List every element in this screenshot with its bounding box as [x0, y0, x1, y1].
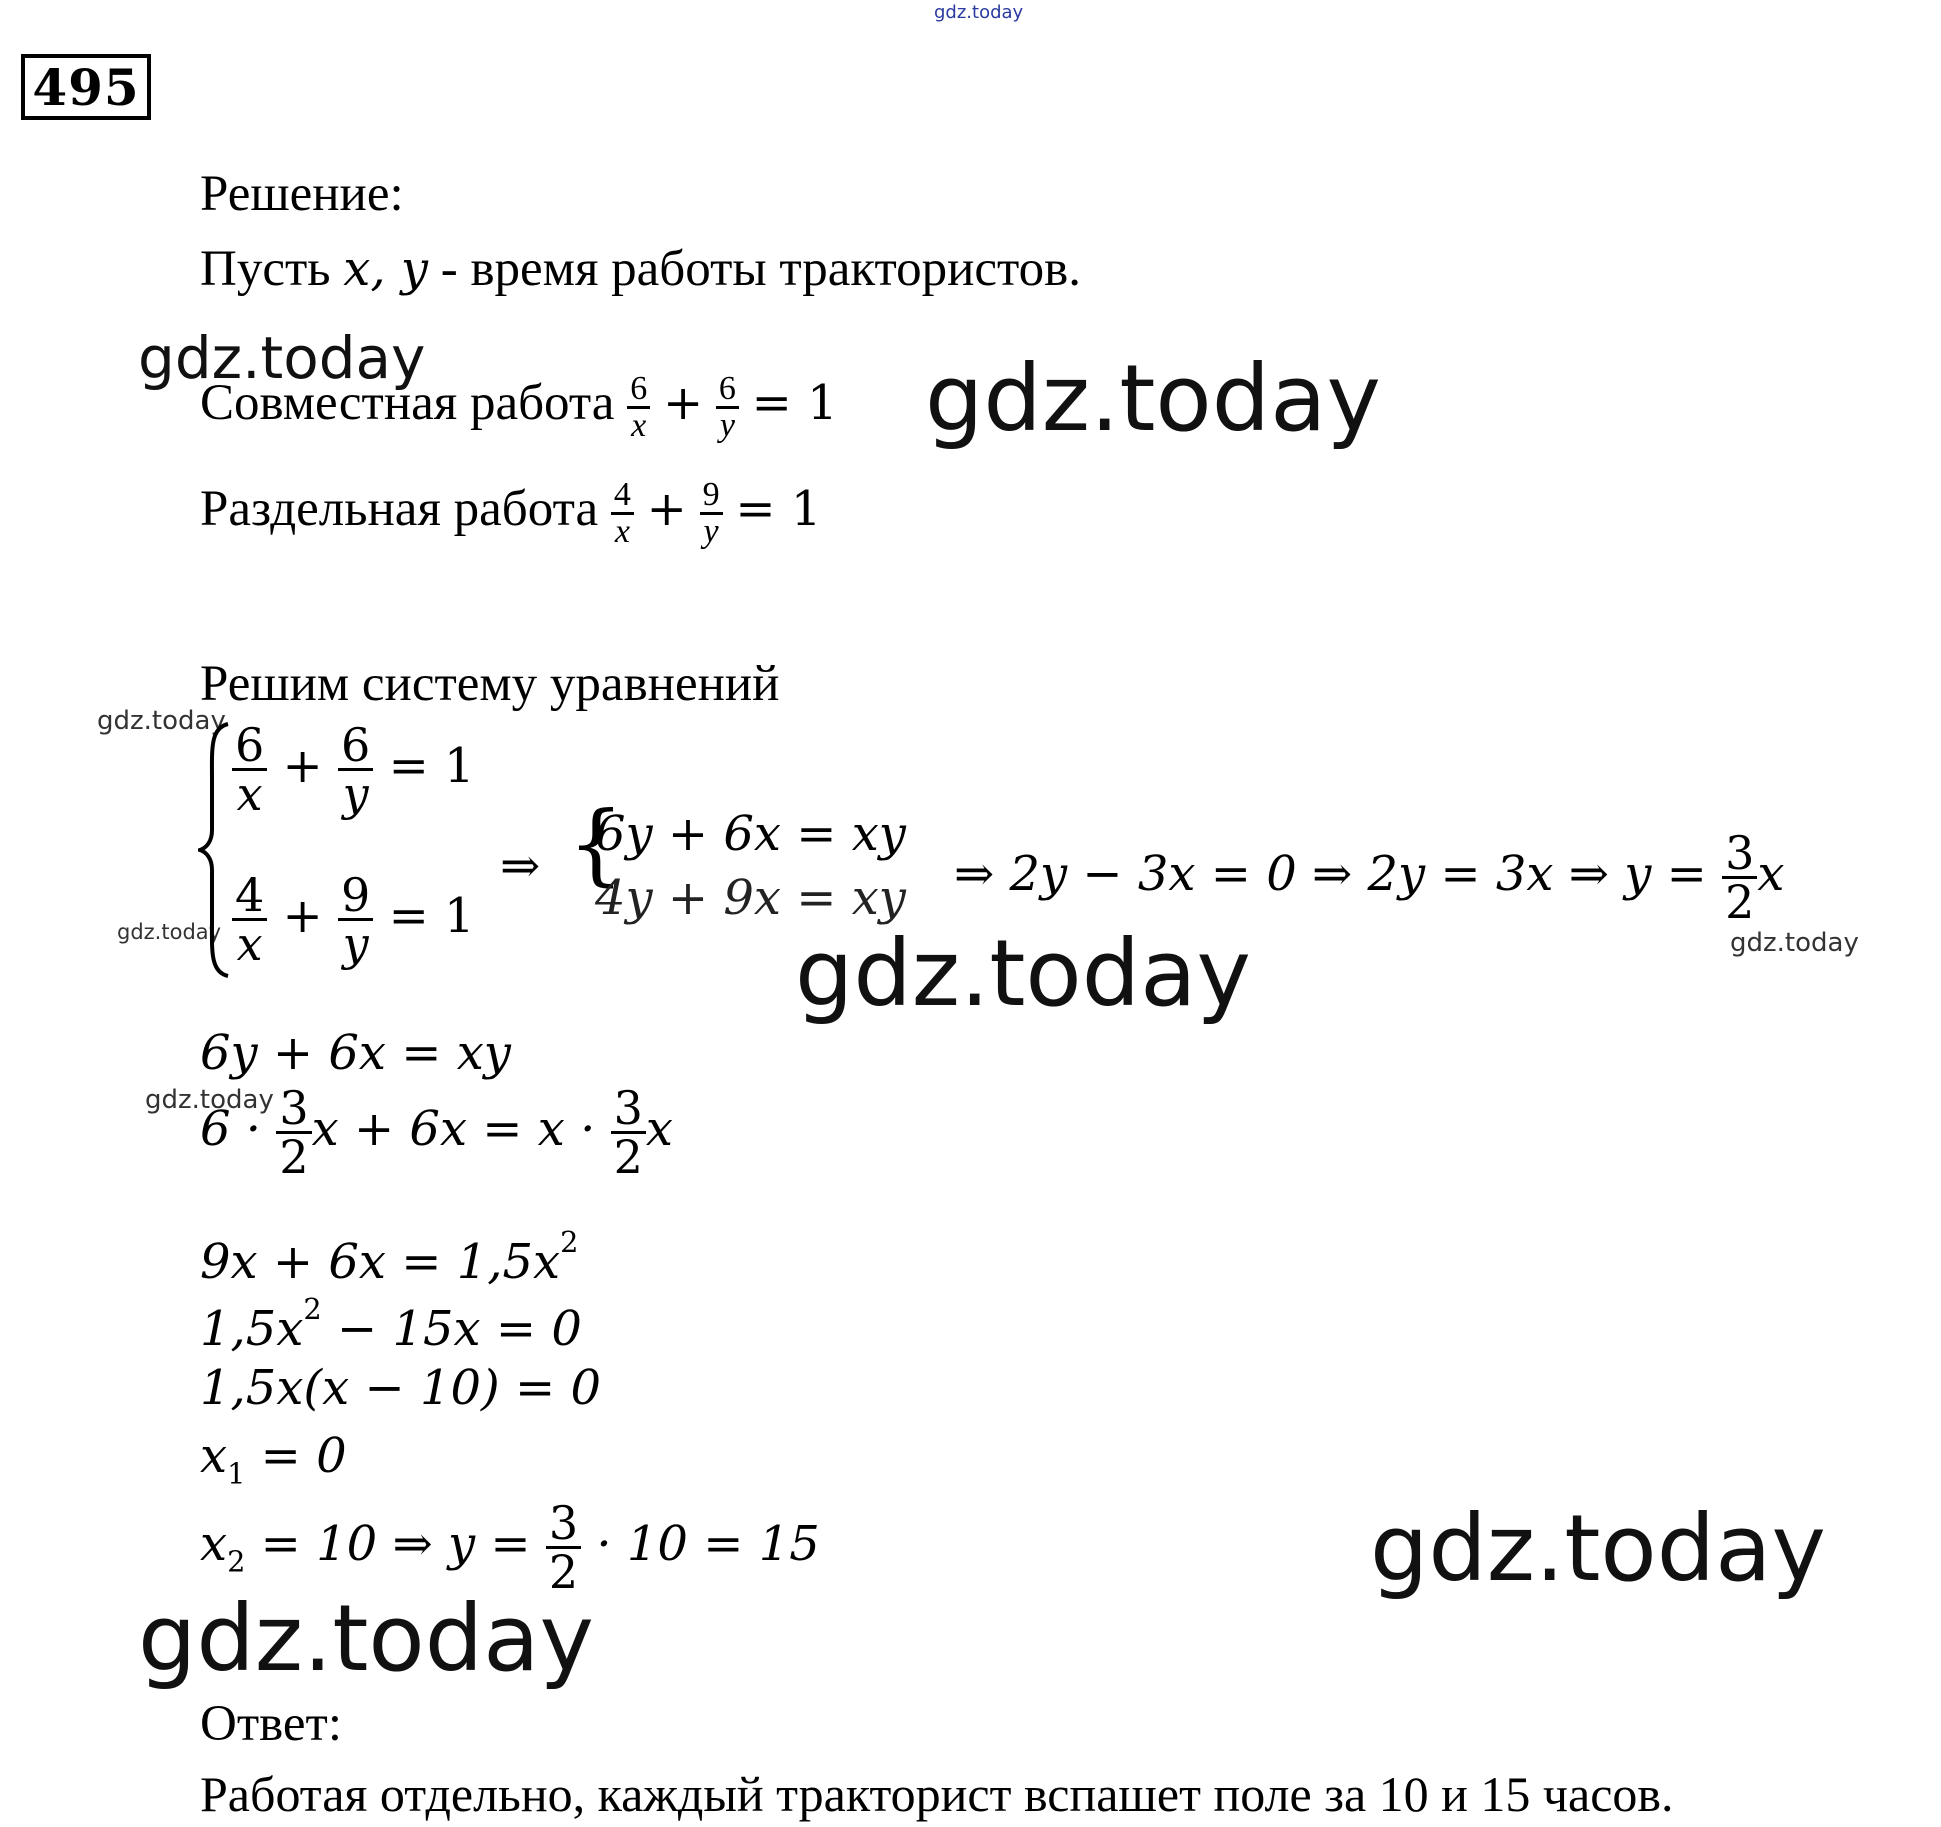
eq-one: = 1 — [388, 888, 475, 944]
eq-one: = 1 — [735, 481, 822, 538]
frac-3-over-2: $\frac{3}{2}$ — [1722, 830, 1757, 925]
step-4: $1,5x^2 - 15x = 0$ — [200, 1292, 582, 1357]
root-x1: $x_1 = 0$ — [200, 1428, 347, 1491]
eq-one: = 1 — [388, 738, 475, 794]
step-2: 6 · $\frac{3}{2}$ x + 6x = x · $\frac{3}{2}$ x — [200, 1081, 673, 1184]
derivation-chain: ⇒ 2y − 3x = 0 ⇒ 2y = 3x ⇒ y = $\frac{3}{2}$ x — [954, 826, 1785, 929]
let-prefix: Пусть — [200, 241, 331, 297]
frac-3-over-2: $\frac{3}{2}$ — [546, 1500, 581, 1595]
frac-3-over-2: $\frac{3}{2}$ — [276, 1085, 311, 1180]
frac-4-over-x: $\frac{4}{x}$ — [232, 872, 267, 967]
step-1: 6y + 6x = xy — [200, 1025, 511, 1081]
frac-6-over-y: $\frac{6}{y}$ — [338, 722, 373, 817]
system-2-row-1: 6y + 6x = xy — [595, 806, 906, 862]
watermark-6: gdz.today — [1730, 928, 1859, 958]
watermark-3: gdz.today — [97, 706, 226, 736]
solution-heading: Решение: — [200, 166, 404, 222]
watermark-top: gdz.today — [934, 2, 1024, 23]
root-x2: $x_2 = 10$ ⇒ y = $\frac{3}{2}$ · 10 = 15 — [200, 1496, 820, 1599]
frac-3-over-2: $\frac{3}{2}$ — [611, 1085, 646, 1180]
system-row-1 — [232, 718, 475, 821]
let-line — [200, 240, 1081, 298]
problem-number: 495 — [21, 54, 151, 120]
answer-text: Работая отдельно, каждый тракторист вспашет поле за 10 и 15 часов. — [200, 1766, 1674, 1822]
step-5: 1,5x(x − 10) = 0 — [200, 1360, 602, 1416]
frac-9-over-y: $\frac{9}{y}$ — [700, 478, 723, 549]
joint-label: Совместная работа — [200, 375, 615, 432]
plus: + — [646, 481, 687, 538]
watermark-8: gdz.today — [1370, 1495, 1826, 1602]
implies-arrow: ⇒ — [500, 838, 541, 894]
frac-9-over-y: $\frac{9}{y}$ — [338, 872, 373, 967]
frac-6-over-x: $\frac{6}{x}$ — [232, 722, 267, 817]
system-2-brace: { — [568, 792, 624, 895]
plus: + — [662, 375, 704, 432]
plus: + — [282, 738, 323, 794]
solve-system-line: Решим систему уравнений — [200, 656, 780, 712]
watermark-9: gdz.today — [138, 1585, 594, 1692]
let-suffix: - время работы трактористов. — [440, 241, 1082, 297]
watermark-7: gdz.today — [145, 1085, 274, 1115]
joint-work-line — [200, 372, 838, 443]
separate-work-line — [200, 478, 821, 549]
plus: + — [282, 888, 323, 944]
eq-one: = 1 — [751, 375, 838, 432]
watermark-1: gdz.today — [138, 324, 426, 392]
watermark-5: gdz.today — [795, 920, 1251, 1027]
frac-6-over-x: $\frac{6}{x}$ — [627, 372, 650, 443]
frac-6-over-y: $\frac{6}{y}$ — [716, 372, 739, 443]
system-2-row-2: 4y + 9x = xy — [595, 870, 906, 926]
separate-label: Раздельная работа — [200, 481, 599, 538]
step-3: $9x + 6x = 1,5x^2$ — [200, 1225, 579, 1290]
system-row-2 — [232, 868, 475, 971]
let-vars: x, y — [343, 241, 428, 297]
watermark-4: gdz.today — [117, 920, 222, 944]
frac-4-over-x: $\frac{4}{x}$ — [611, 478, 634, 549]
watermark-2: gdz.today — [925, 345, 1381, 452]
system-brace — [198, 720, 232, 980]
answer-label: Ответ: — [200, 1696, 342, 1752]
